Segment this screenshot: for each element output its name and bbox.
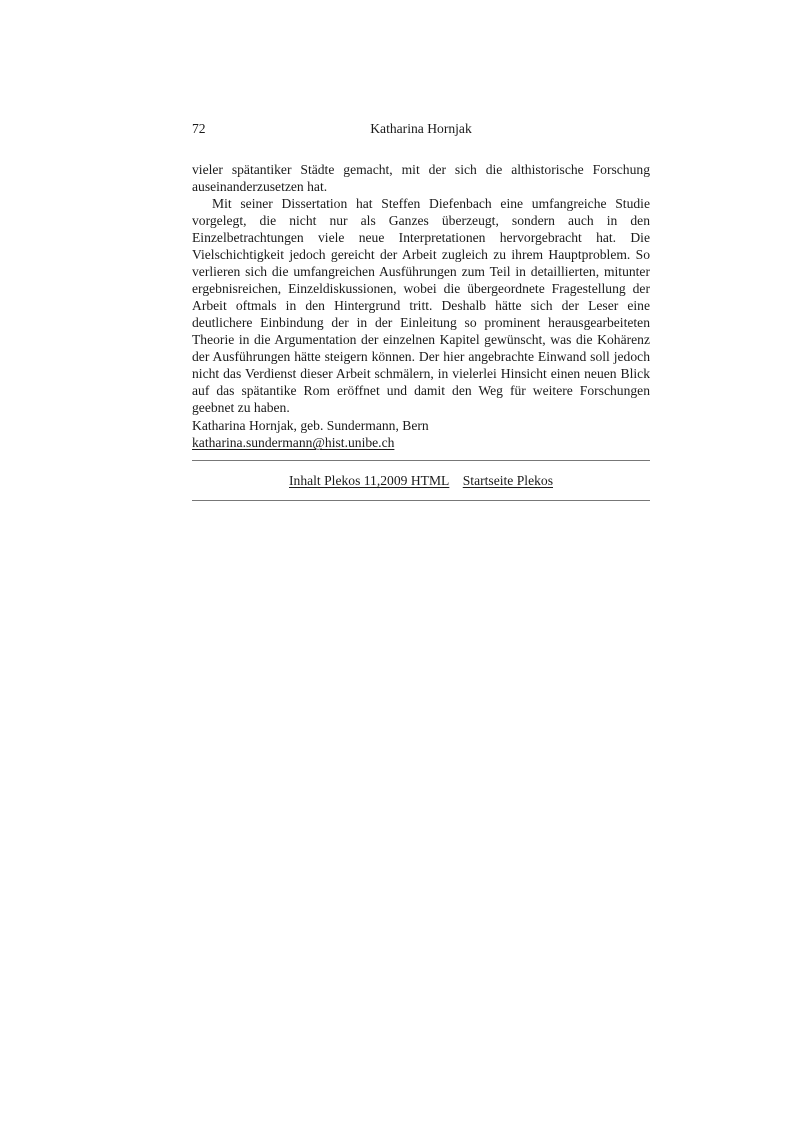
page-number: 72 bbox=[192, 121, 206, 136]
homepage-link[interactable]: Startseite Plekos bbox=[462, 473, 553, 488]
table-of-contents-link[interactable]: Inhalt Plekos 11,2009 HTML bbox=[289, 473, 450, 488]
author-signature bbox=[192, 417, 650, 451]
author-line: Katharina Hornjak, geb. Sundermann, Bern bbox=[192, 418, 429, 433]
footer-rule-bottom bbox=[192, 500, 650, 501]
body-text bbox=[192, 161, 650, 416]
paragraph-conclusion: Mit seiner Dissertation hat Steffen Diefenbach eine umfangreiche Studie vorgelegt, die nicht nur als Ganzes überzeugt, sondern auch in den Einzelbetrachtungen viele neue Interpretationen hervorgebracht hat. Die Vielschichtigkeit jedoch gereicht der Arbeit zugleich zu ihrem Hauptproblem. So verlieren sich die umfangreichen Ausführungen zum Teil in detaillierten, mitunter ergebnisreichen, Einzeldiskussionen, wobei die übergeordnete Fragestellung der Arbeit oftmals in den Hintergrund tritt. Deshalb hätte sich der Leser eine deutlichere Einbindung der in der Einleitung so prominent herausgearbeiteten Theorie in die Argumentation der einzelnen Kapitel gewünscht, was die Kohärenz der Ausführungen hätte steigern können. Der hier angebrachte Einwand soll jedoch nicht das Verdienst dieser Arbeit schmälern, in vielerlei Hinsicht einen neuen Blick auf das spätantike Rom eröffnet und damit den Weg für weitere Forschungen geebnet zu haben. bbox=[192, 196, 650, 415]
footer-nav bbox=[192, 472, 650, 489]
author-email-link[interactable]: katharina.sundermann@hist.unibe.ch bbox=[192, 435, 395, 450]
paragraph-continued: vieler spätantiker Städte gemacht, mit der sich die althistorische Forschung auseinanderzusetzen hat. bbox=[192, 162, 650, 194]
running-title: Katharina Hornjak bbox=[370, 121, 472, 136]
footer-rule-top bbox=[192, 460, 650, 461]
running-head bbox=[192, 120, 650, 137]
